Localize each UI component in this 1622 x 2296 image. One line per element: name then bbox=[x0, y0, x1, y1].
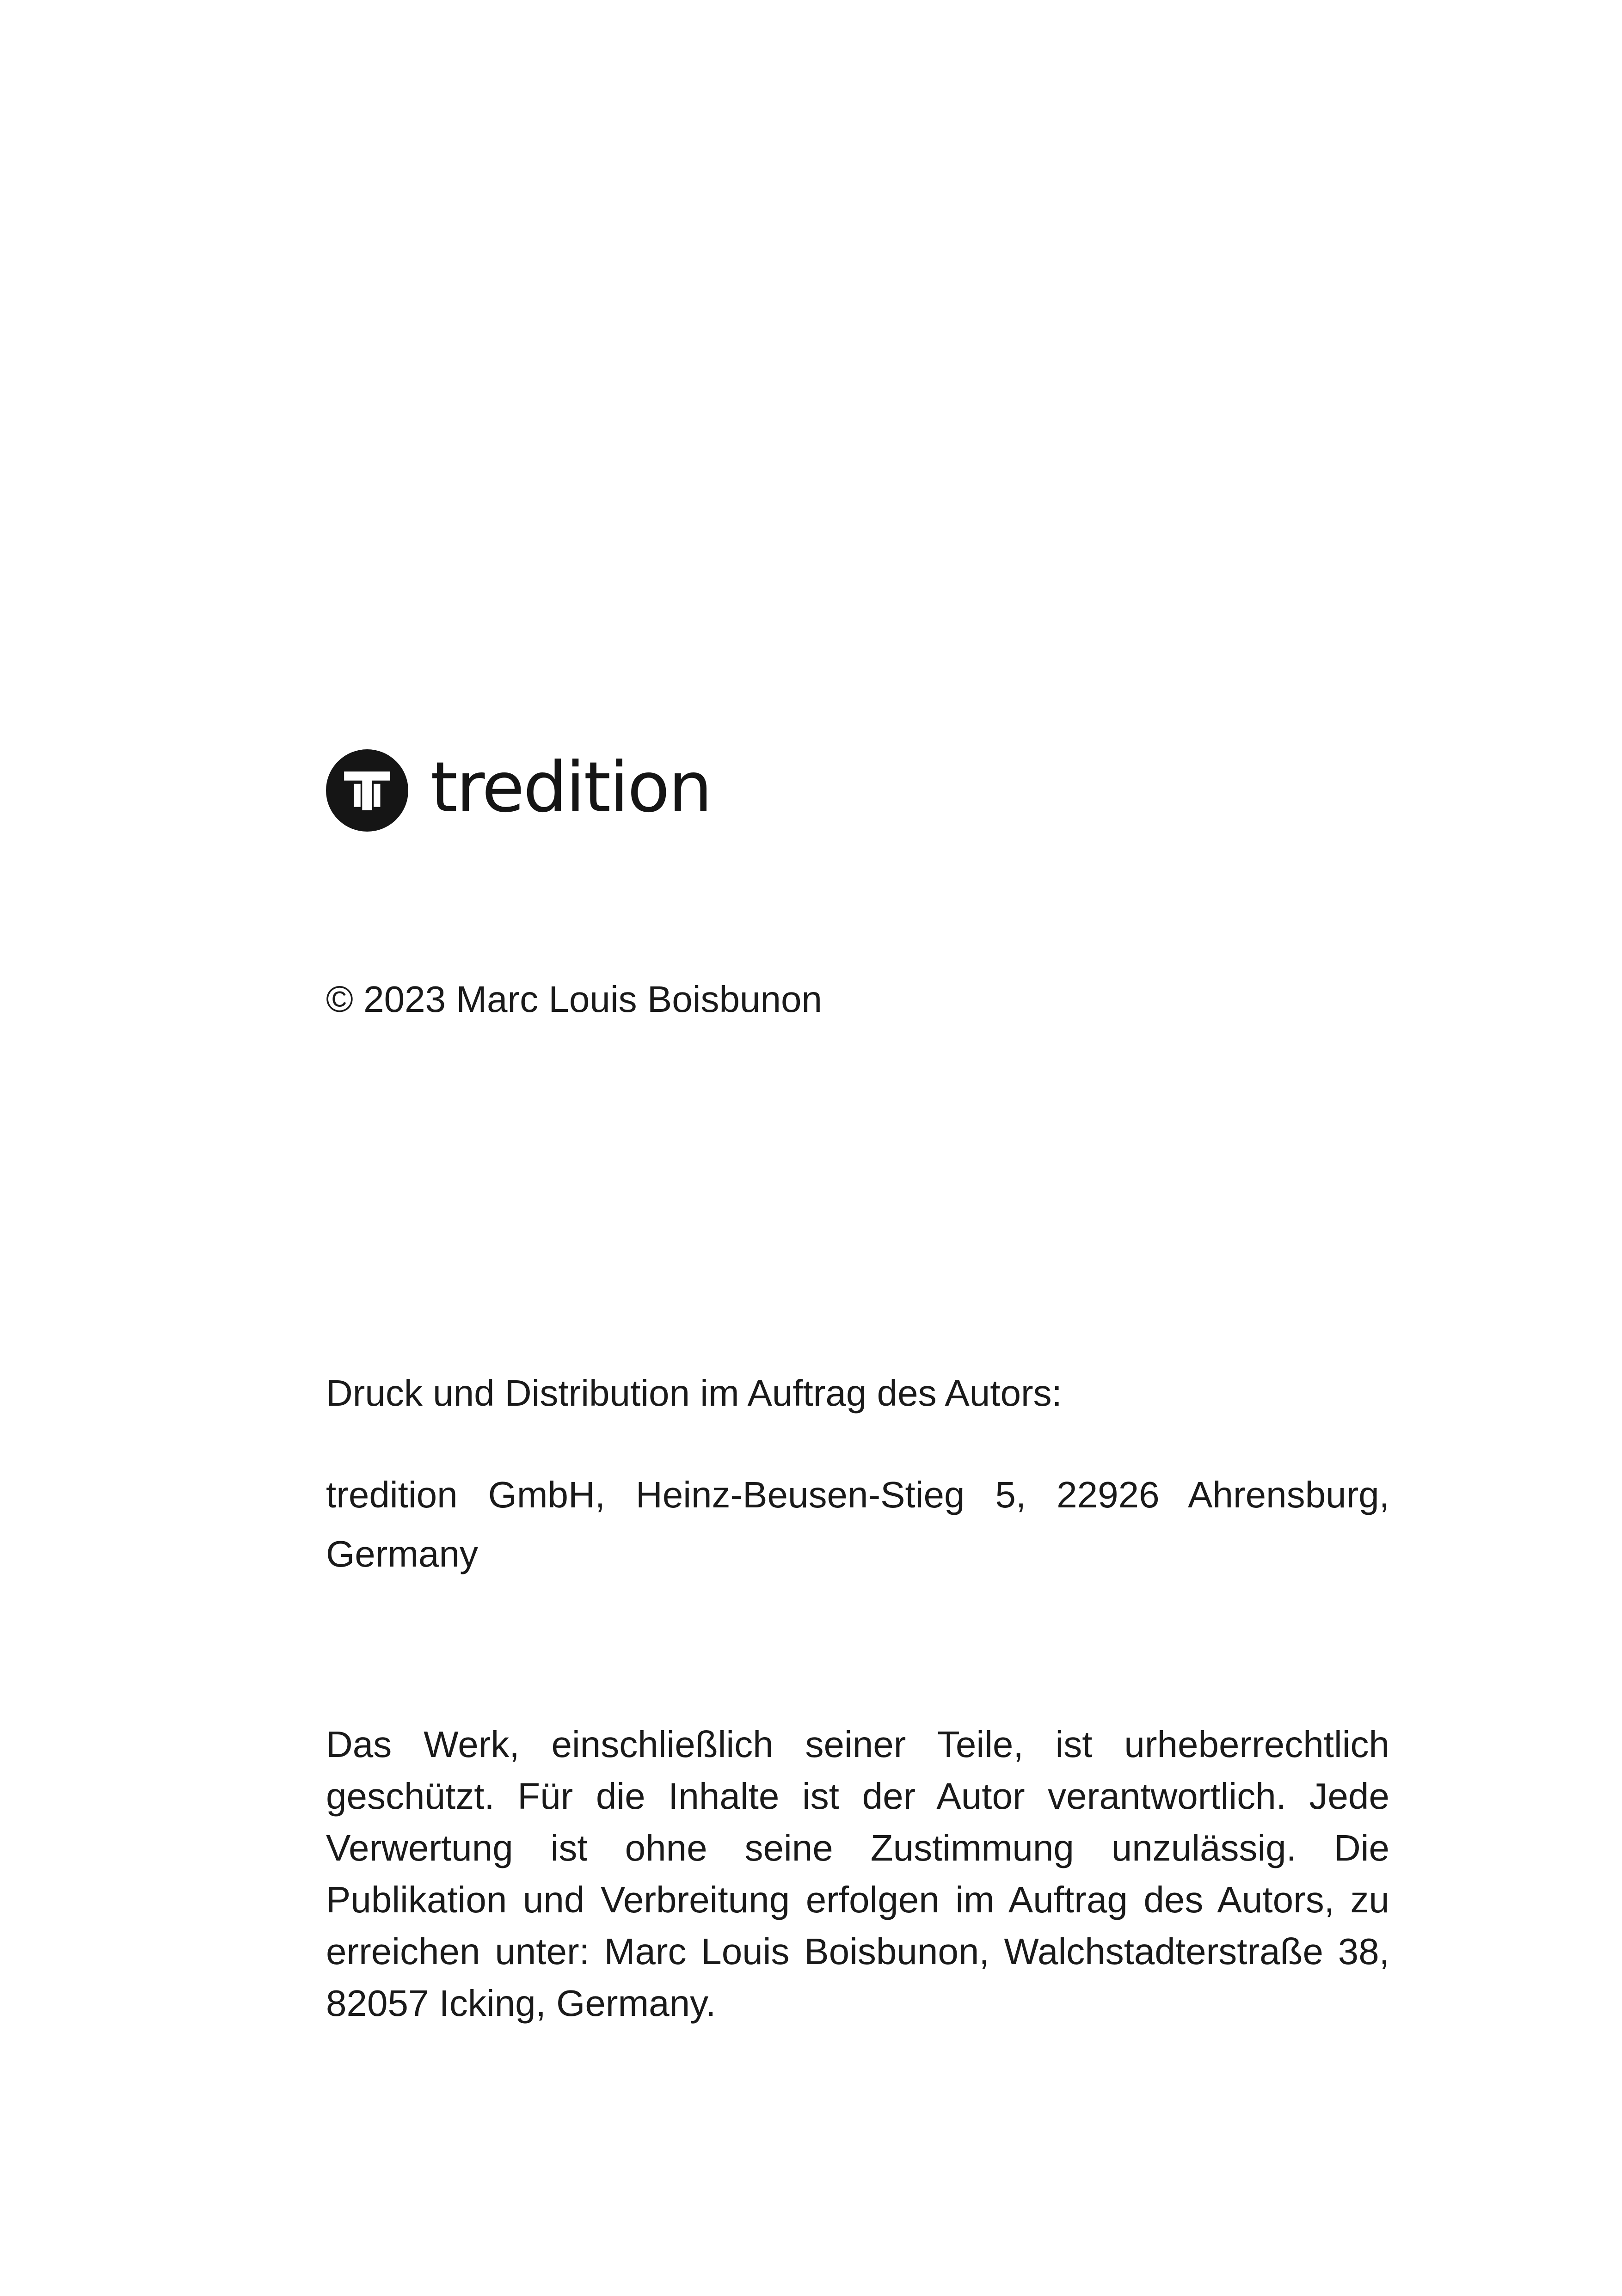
copyright-line: © 2023 Marc Louis Boisbunon bbox=[326, 979, 822, 1020]
logo-wordmark: tredition bbox=[430, 747, 711, 828]
publisher-address: tredition GmbH, Heinz-Beusen-Stieg 5, 22926 Ahrensburg, Germany bbox=[326, 1474, 1389, 1574]
legal-notice: Das Werk, einschließlich seiner Teile, ist urheberrechtlich geschützt. Für die Inhalte ist der Autor verantwortlich. Jede Verwertung ist ohne seine Zustimmung unzulässig. Die Publikation und Verbreitung erfolgen im Auftrag des Autors, zu erreichen unter: Marc Louis Boisbunon, Walchstadterstraße 38, 82057 Icking, Germany. bbox=[326, 1724, 1389, 2024]
tredition-logo-icon bbox=[326, 749, 408, 832]
publisher-logo bbox=[326, 749, 711, 832]
print-distribution-label: Druck und Distribution im Auftrag des Autors: bbox=[326, 1372, 1062, 1414]
